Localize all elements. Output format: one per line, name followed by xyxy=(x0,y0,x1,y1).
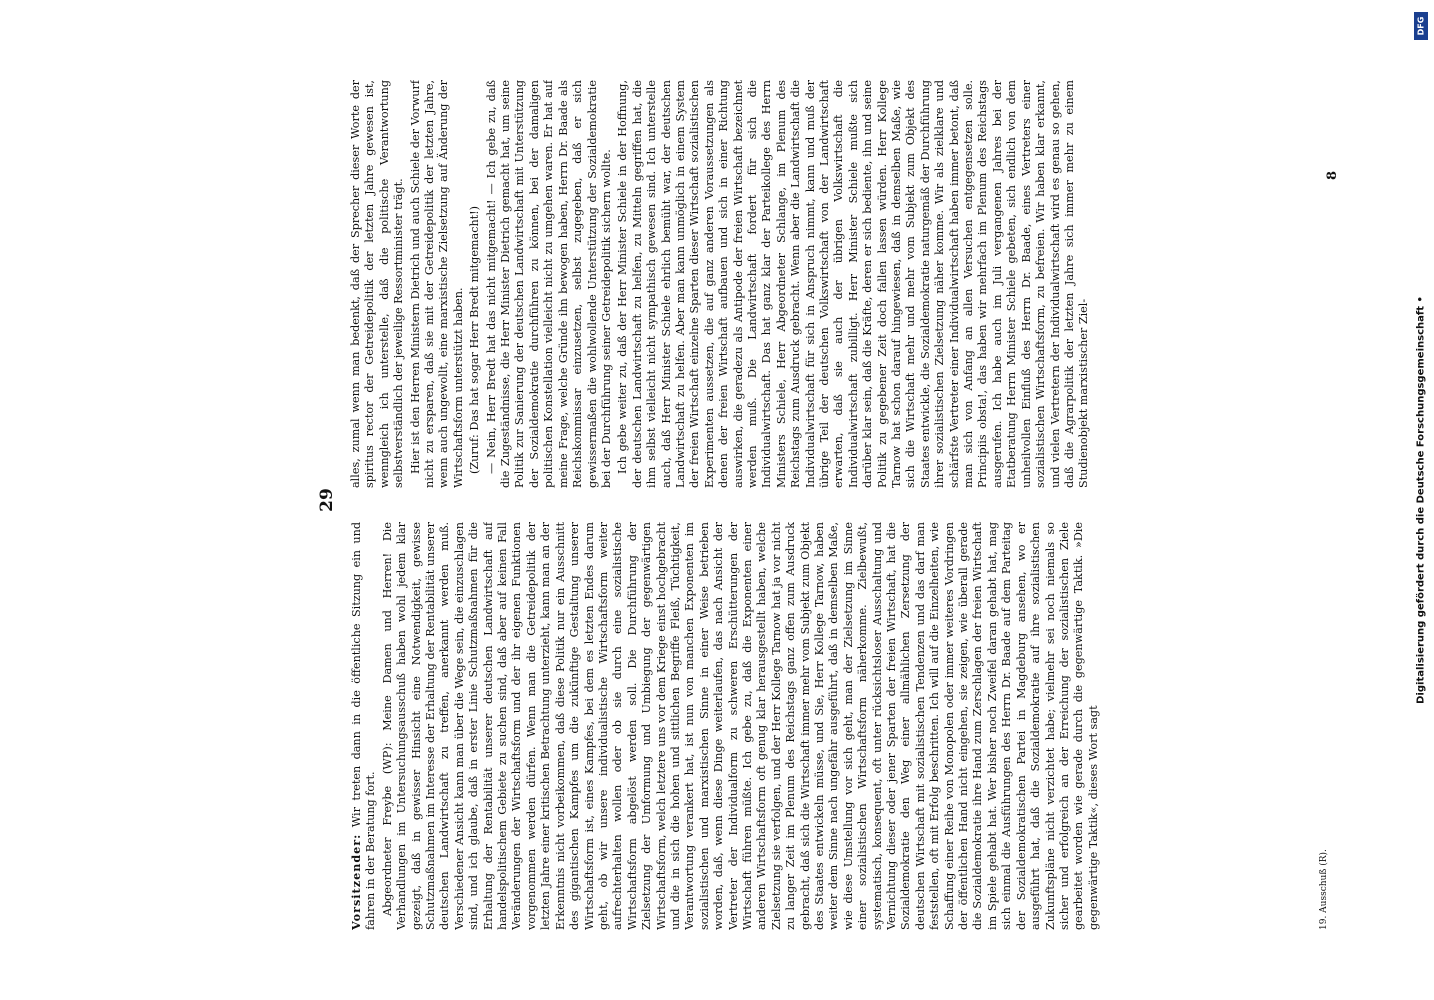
footer-page-number: 8 xyxy=(1325,170,1340,180)
paragraph xyxy=(485,80,615,488)
paragraph xyxy=(349,80,407,488)
paragraph-text: — Nein, Herr Bredt hat das nicht mitgemacht! — Ich gebe zu, daß die Zugeständnisse, die Herr Minister Dietrich gemacht hat, um seine Politik zur Sanierung der deutschen Landwirtschaft mit Unterstützung der Sozialdemokratie durchführen zu können, bei der damaligen politischen Konstellation vielleicht nicht zu umgehen waren. Er hat auf meine Frage, welche Gründe ihn bewogen haben, Herrn Dr. Baade als Reichskommissar einzusetzen, selbst zugegeben, daß er sich gewissermaßen die wohlwollende Unterstützung der Sozialdemokratie bei der Durchführung seiner Getreidepolitik sichern wollte. xyxy=(484,80,613,488)
paragraph xyxy=(349,522,379,930)
paragraph xyxy=(468,80,482,488)
paragraph-text: alles, zumal wenn man bedenkt, daß der Sprecher dieser Worte der spiritus rector der Getreidepolitik der letzten Jahre gewesen ist, wenngleich ich unterstelle, daß die politische Verantwortung selbstverständlich der jeweilige Ressortminister trägt. xyxy=(349,80,406,488)
paragraph-text: Abgeordneter Freybe (WP): Meine Damen und Herren! Die Verhandlungen im Untersuchungsausschuß haben wohl jedem klar gezeigt, daß in gewisser Hinsicht eine Notwendigkeit, gewisse Schutzmaßnahmen im Interesse der Erhaltung der Rentabilität unserer deutschen Landwirtschaft zu treffen, anerkannt werden muß. Verschiedener Ansicht kann man über die Wege sein, die einzuschlagen sind, und ich glaube, daß in erster Linie Schutzmaßnahmen für die Erhaltung der Rentabilität unserer deutschen Landwirtschaft auf handelspolitischem Gebiete zu suchen sind, daß aber auf keinen Fall Veränderungen der Wirtschaftsform und der ihr eigenen Funktionen vorgenommen werden dürfen. Wenn man die Getreidepolitik der letzten Jahre einer kritischen Betrachtung unterzieht, kann man an der Erkenntnis nicht vorbeikommen, daß diese Politik nur ein Ausschnitt des gigantischen Kampfes um die zukünftige Gestaltung unserer Wirtschaftsform ist, eines Kampfes, bei dem es letzten Endes darum geht, ob wir unsere individualistische Wirtschaftsform weiter aufrechterhalten wollen oder ob sie durch eine sozialistische Wirtschaftsform abgelöst werden soll. Die Durchführung der Zielsetzung der Umformung und Umbiegung der gegenwärtigen Wirtschaftsform, welch letztere uns vor dem Kriege einst hochgebracht und die in sich die hohen und sittlichen Begriffe Fleiß, Tüchtigkeit, Verantwortung verankert hat, ist nun von manchen Exponenten im sozialistischen und marxistischen Sinne in einer Weise betrieben worden, daß, wenn diese Dinge weiterlaufen, das nach Ansicht der Vertreter der Individualform zu schweren Erschütterungen der Wirtschaft führen müßte. Ich gebe zu, daß die Exponenten einer anderen Wirtschaftsform oft genug klar herausgestellt haben, welche Zielsetzung sie verfolgen, und der Herr Kollege Tarnow hat ja vor nicht zu langer Zeit im Plenum des Reichstags ganz offen zum Ausdruck gebracht, daß sich die Wirtschaft immer mehr vom Subjekt zum Objekt des Staates entwickeln müsse, und Sie, Herr Kollege Tarnow, haben weiter dem Sinne nach ungefähr ausgeführt, daß in demselben Maße, wie diese Umstellung vor sich geht, man der Zielsetzung im Sinne einer sozialistischen Wirtschaftsform näherkomme. Zielbewußt, systematisch, konsequent, oft unter rücksichtsloser Ausschaltung und Vernichtung dieser oder jener Sparten der freien Wirtschaft, hat die Sozialdemokratie den Weg einer allmählichen Zersetzung der deutschen Wirtschaft mit sozialistischen Tendenzen und das darf man feststellen, oft mit Erfolg beschritten. Ich will auf die Einzelheiten, wie Schaffung einer Reihe von Monopolen oder immer weiteres Vordringen der öffentlichen Hand nicht eingehen, sie zeigen, wie überall gerade die Sozialdemokratie ihre Hand zum Zerschlagen der freien Wirtschaft im Spiele gehabt hat. Wer bisher noch Zweifel daran gehabt hat, mag sich einmal die Ausführungen des Herrn Dr. Baade auf dem Parteitag der Sozialdemokratischen Partei in Magdeburg ansehen, wo er ausgeführt hat, daß die Sozialdemokratie auf ihre sozialistischen Zukunftspläne nicht verzichtet habe; vielmehr sei noch niemals so sicher und erfolgreich an der Erreichung der sozialistischen Ziele gearbeitet worden wie gerade durch die gegenwärtige Taktik. »Die gegenwärtige Taktik«, dieses Wort sagt xyxy=(380,522,1100,930)
speaker-label: Vorsitzender: xyxy=(349,833,363,930)
digitization-note xyxy=(1410,8,1432,992)
left-column xyxy=(349,522,1327,930)
paragraph xyxy=(409,80,467,488)
paragraph-text: (Zuruf: Das hat sogar Herr Bredt mitgemacht!) xyxy=(468,205,482,474)
dfg-logo: DFG xyxy=(1414,12,1428,40)
digitization-text: Digitalisierung gefördert durch die Deutsche Forschungsgemeinschaft • xyxy=(1415,296,1427,704)
paragraph-text: Wir treten dann in die öffentliche Sitzung ein und fahren in der Beratung fort. xyxy=(350,522,378,930)
paragraph-text: Hier ist den Herren Ministern Dietrich und auch Schiele der Vorwurf nicht zu ersparen, daß sie mit der Getreidepolitik der letzten Jahre, wenn auch ungewollt, eine marxistische Zielsetzung auf Änderung der Wirtschaftsform unterstützt haben. xyxy=(408,80,465,488)
right-column xyxy=(349,80,1327,488)
paragraph xyxy=(381,522,1101,930)
footnote: 19. Ausschuß (R). xyxy=(1319,849,1329,930)
paragraph-text: Ich gebe weiter zu, daß der Herr Minister Schiele in der Hoffnung, der deutschen Landwirtschaft zu helfen, zu Mitteln gegriffen hat, die ihm selbst vielleicht nicht sympathisch gewesen sind. Ich unterstelle auch, daß Herr Minister Schiele ehrlich bemüht war, der deutschen Landwirtschaft zu helfen. Aber man kann unmöglich in einem System der freien Wirtschaft einzelne Sparten dieser Wirtschaft sozialistischen Experimenten aussetzen, die auf ganz anderen Voraussetzungen als denen der freien Wirtschaft aufbauen und sich in einer Richtung auswirken, die geradezu als Antipode der freien Wirtschaft bezeichnet werden muß. Die Landwirtschaft fordert für sich die Individualwirtschaft. Das hat ganz klar der Parteikollege des Herrn Ministers Schiele, Herr Abgeordneter Schlange, im Plenum des Reichstags zum Ausdruck gebracht. Wenn aber die Landwirtschaft die Individualwirtschaft für sich in Anspruch nimmt, kann und muß der übrige Teil der deutschen Volkswirtschaft von der Landwirtschaft erwarten, daß sie auch der übrigen Volkswirtschaft die Individualwirtschaft zubilligt. Herr Minister Schiele mußte sich darüber klar sein, daß die Kräfte, deren er sich bediente, ihn und seine Politik zu gegebener Zeit doch fallen lassen würden. Herr Kollege Tarnow hat schon darauf hingewiesen, daß in demselben Maße, wie sich die Wirtschaft mehr und mehr vom Subjekt zum Objekt des Staates entwickle, die Sozialdemokratie naturgemäß der Durchführung ihrer sozialistischen Zielsetzung näher komme. Wir als zielklare und schärfste Vertreter einer Individualwirtschaft haben immer betont, daß man sich von Anfang an allen Versuchen entgegensetzen solle. Principiis obsta!, das haben wir mehrfach im Plenum des Reichstags ausgerufen. Ich habe auch im Juli vergangenen Jahres bei der Etatberatung Herrn Minister Schiele gebeten, sich endlich von dem unheilvollen Einfluß des Herrn Dr. Baade, eines Vertreters einer sozialistischen Wirtschaftsform, zu befreien. Wir haben klar erkannt, und vielen Vertretern der Individualwirtschaft wird es genau so gehen, daß die Agrarpolitik der letzten Jahre sich immer mehr zu einem Studienobjekt marxistischer Ziel- xyxy=(616,80,1091,488)
page-number: 29 xyxy=(317,488,337,512)
rotated-page xyxy=(87,60,1347,940)
paragraph xyxy=(616,80,1091,488)
